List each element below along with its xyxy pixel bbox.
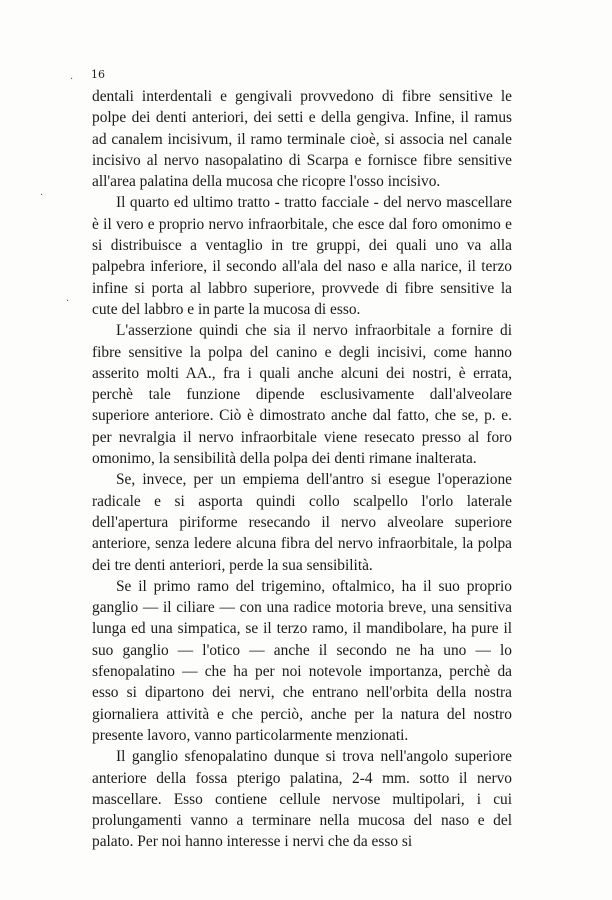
stray-mark-3: · — [66, 296, 70, 307]
page-number: 16 — [91, 68, 105, 81]
paragraph-asserzione: L'asserzione quindi che sia il nervo infraorbitale a fornire di fibre sensitive la polpa del canino e degli incisivi, come hanno asserito molti AA., fra i quali anche alcuni dei nostri, è errata, perchè tale funzione dipende esclusivamente dall'alveolare superiore anteriore. Ciò è dimostrato anche dal fatto, che se, p. e. per nevralgia il nervo infraorbitale viene resecato presso al foro omonimo, la sensibilità della polpa dei denti rimane inalterata. — [92, 322, 512, 468]
stray-mark-2: · — [40, 190, 44, 201]
paragraph-tratto-facciale: Il quarto ed ultimo tratto - tratto facciale - del nervo mascellare è il vero e proprio nervo infraorbitale, che esce dal foro omonimo e si distribuisce a ventaglio in tre gruppi, dei quali uno va alla palpebra inferiore, il secondo all'ala del naso e alla narice, il terzo infine si porta al labbro superiore, provvede di fibre sensitive la cute del labbro e in parte la mucosa di esso. — [92, 194, 512, 318]
paragraph-empiema: Se, invece, per un empiema dell'antro si esegue l'operazione radicale e si asporta quindi collo scalpello l'orlo laterale dell'apertura piriforme resecando il nervo alveolare superiore anteriore, senza ledere alcuna fibra del nervo infraorbitale, la polpa dei tre denti anteriori, perde la sua sensibilità. — [92, 471, 512, 574]
paragraph-trigemino: Se il primo ramo del trigemino, oftalmico, ha il suo proprio ganglio — il ciliare — con una radice motoria breve, una sensitiva lunga ed una simpatica, se il terzo ramo, il mandibolare, ha pure il suo ganglio — l'otico — anche il secondo ne ha uno — lo sfenopalatino — che ha per noi notevole importanza, perchè da esso si dipartono dei nervi, che entrano nell'orbita della nostra giornaliera attività e che perciò, anche per la natura del nostro presente lavoro, vanno particolarmente menzionati. — [92, 577, 512, 744]
stray-mark-1: · — [70, 74, 74, 85]
body-text — [92, 86, 512, 853]
paragraph-ganglio-sfenopalatino: Il ganglio sfenopalatino dunque si trova nell'angolo superiore anteriore della fossa pterigo palatina, 2-4 mm. sotto il nervo mascellare. Esso contiene cellule nervose multipolari, i cui prolungamenti vanno a terminare nella mucosa del naso e del palato. Per noi hanno interesse i nervi che da esso si — [92, 748, 512, 851]
paragraph-continuation: dentali interdentali e gengivali provvedono di fibre sensitive le polpe dei denti anteriori, dei setti e della gengiva. Infine, il ramus ad canalem incisivum, il ramo terminale cioè, si associa nel canale incisivo al nervo nasopalatino di Scarpa e fornisce fibre sensitive all'area palatina della mucosa che ricopre l'osso incisivo. — [92, 88, 512, 191]
